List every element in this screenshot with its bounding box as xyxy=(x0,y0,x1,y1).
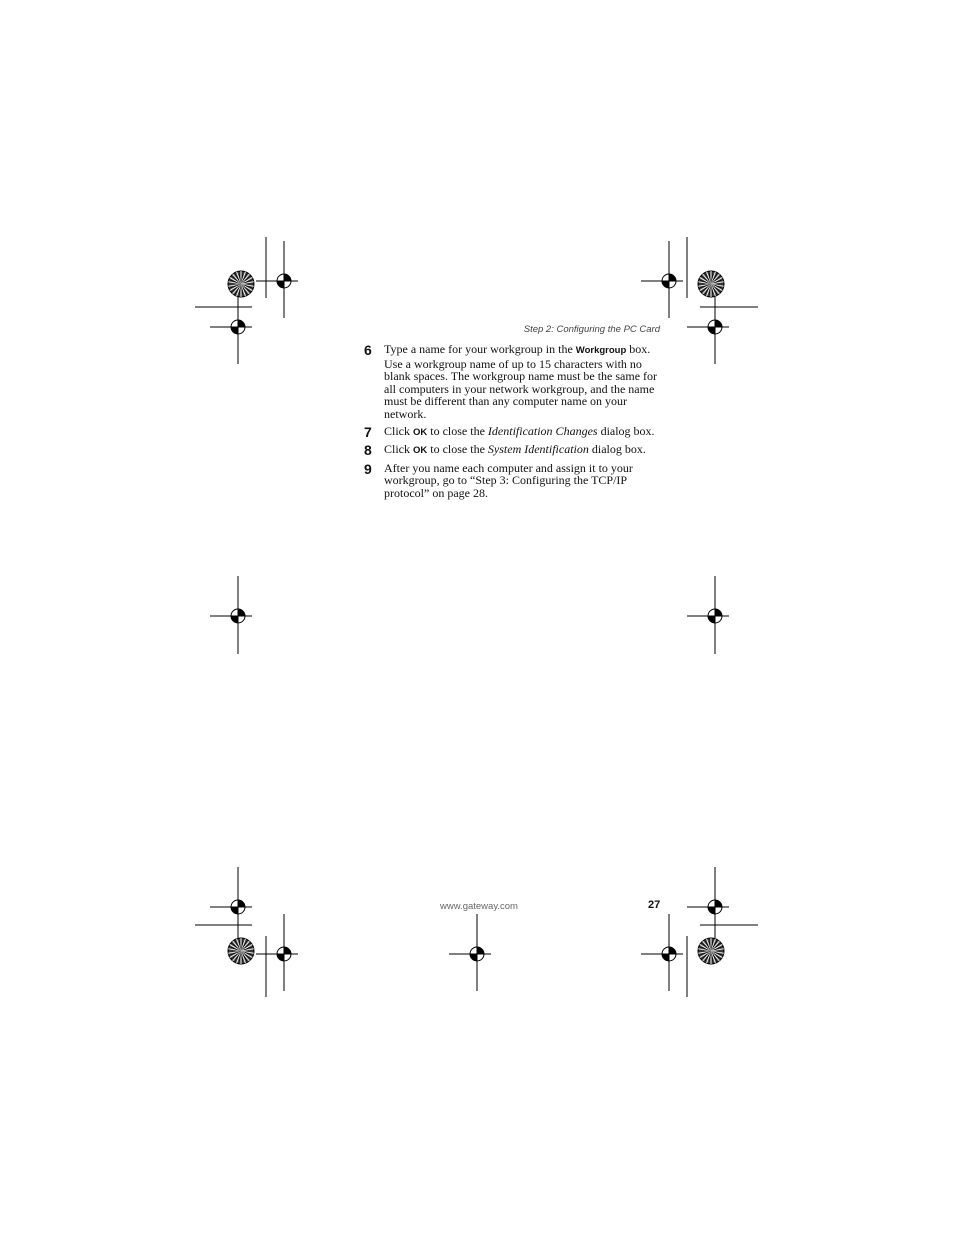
step-7 xyxy=(364,425,664,440)
ui-label-workgroup: Workgroup xyxy=(575,345,627,356)
footer-url: www.gateway.com xyxy=(440,901,518,912)
dialog-name: Identification Changes xyxy=(487,423,598,438)
step-number: 8 xyxy=(364,442,372,459)
color-bar-starburst xyxy=(698,938,724,964)
step-text: dialog box. xyxy=(588,442,646,457)
running-header: Step 2: Configuring the PC Card xyxy=(523,324,660,335)
step-text: After you name each computer and assign it to your workgroup, go to “Step 3: Configuring the TCP/IP protocol” on page 28. xyxy=(384,460,633,500)
step-text: dialog box. xyxy=(597,423,655,438)
step-number: 7 xyxy=(364,423,372,440)
ui-label-ok: OK xyxy=(413,445,428,457)
color-bar-starburst xyxy=(698,271,724,297)
step-text: Click xyxy=(384,442,413,457)
page-number: 27 xyxy=(648,899,661,911)
step-text: Click xyxy=(384,423,413,438)
ui-label-ok: OK xyxy=(413,426,428,438)
color-bar-starburst xyxy=(228,271,254,297)
step-text: to close the xyxy=(427,442,488,457)
dialog-name: System Identification xyxy=(487,442,589,457)
step-list xyxy=(364,343,664,504)
step-6 xyxy=(364,343,664,421)
step-8 xyxy=(364,443,664,458)
step-text: box. Use a workgroup name of up to 15 characters with no blank spaces. The workgroup name must be the same for all computers in your network workgroup, and the name must be different than any computer name on your network. xyxy=(384,342,658,421)
step-9 xyxy=(364,462,664,500)
step-number: 6 xyxy=(364,342,372,358)
step-number: 9 xyxy=(364,460,372,477)
step-text: to close the xyxy=(427,423,488,438)
step-text: Type a name for your workgroup in the xyxy=(384,342,576,356)
color-bar-starburst xyxy=(228,938,254,964)
